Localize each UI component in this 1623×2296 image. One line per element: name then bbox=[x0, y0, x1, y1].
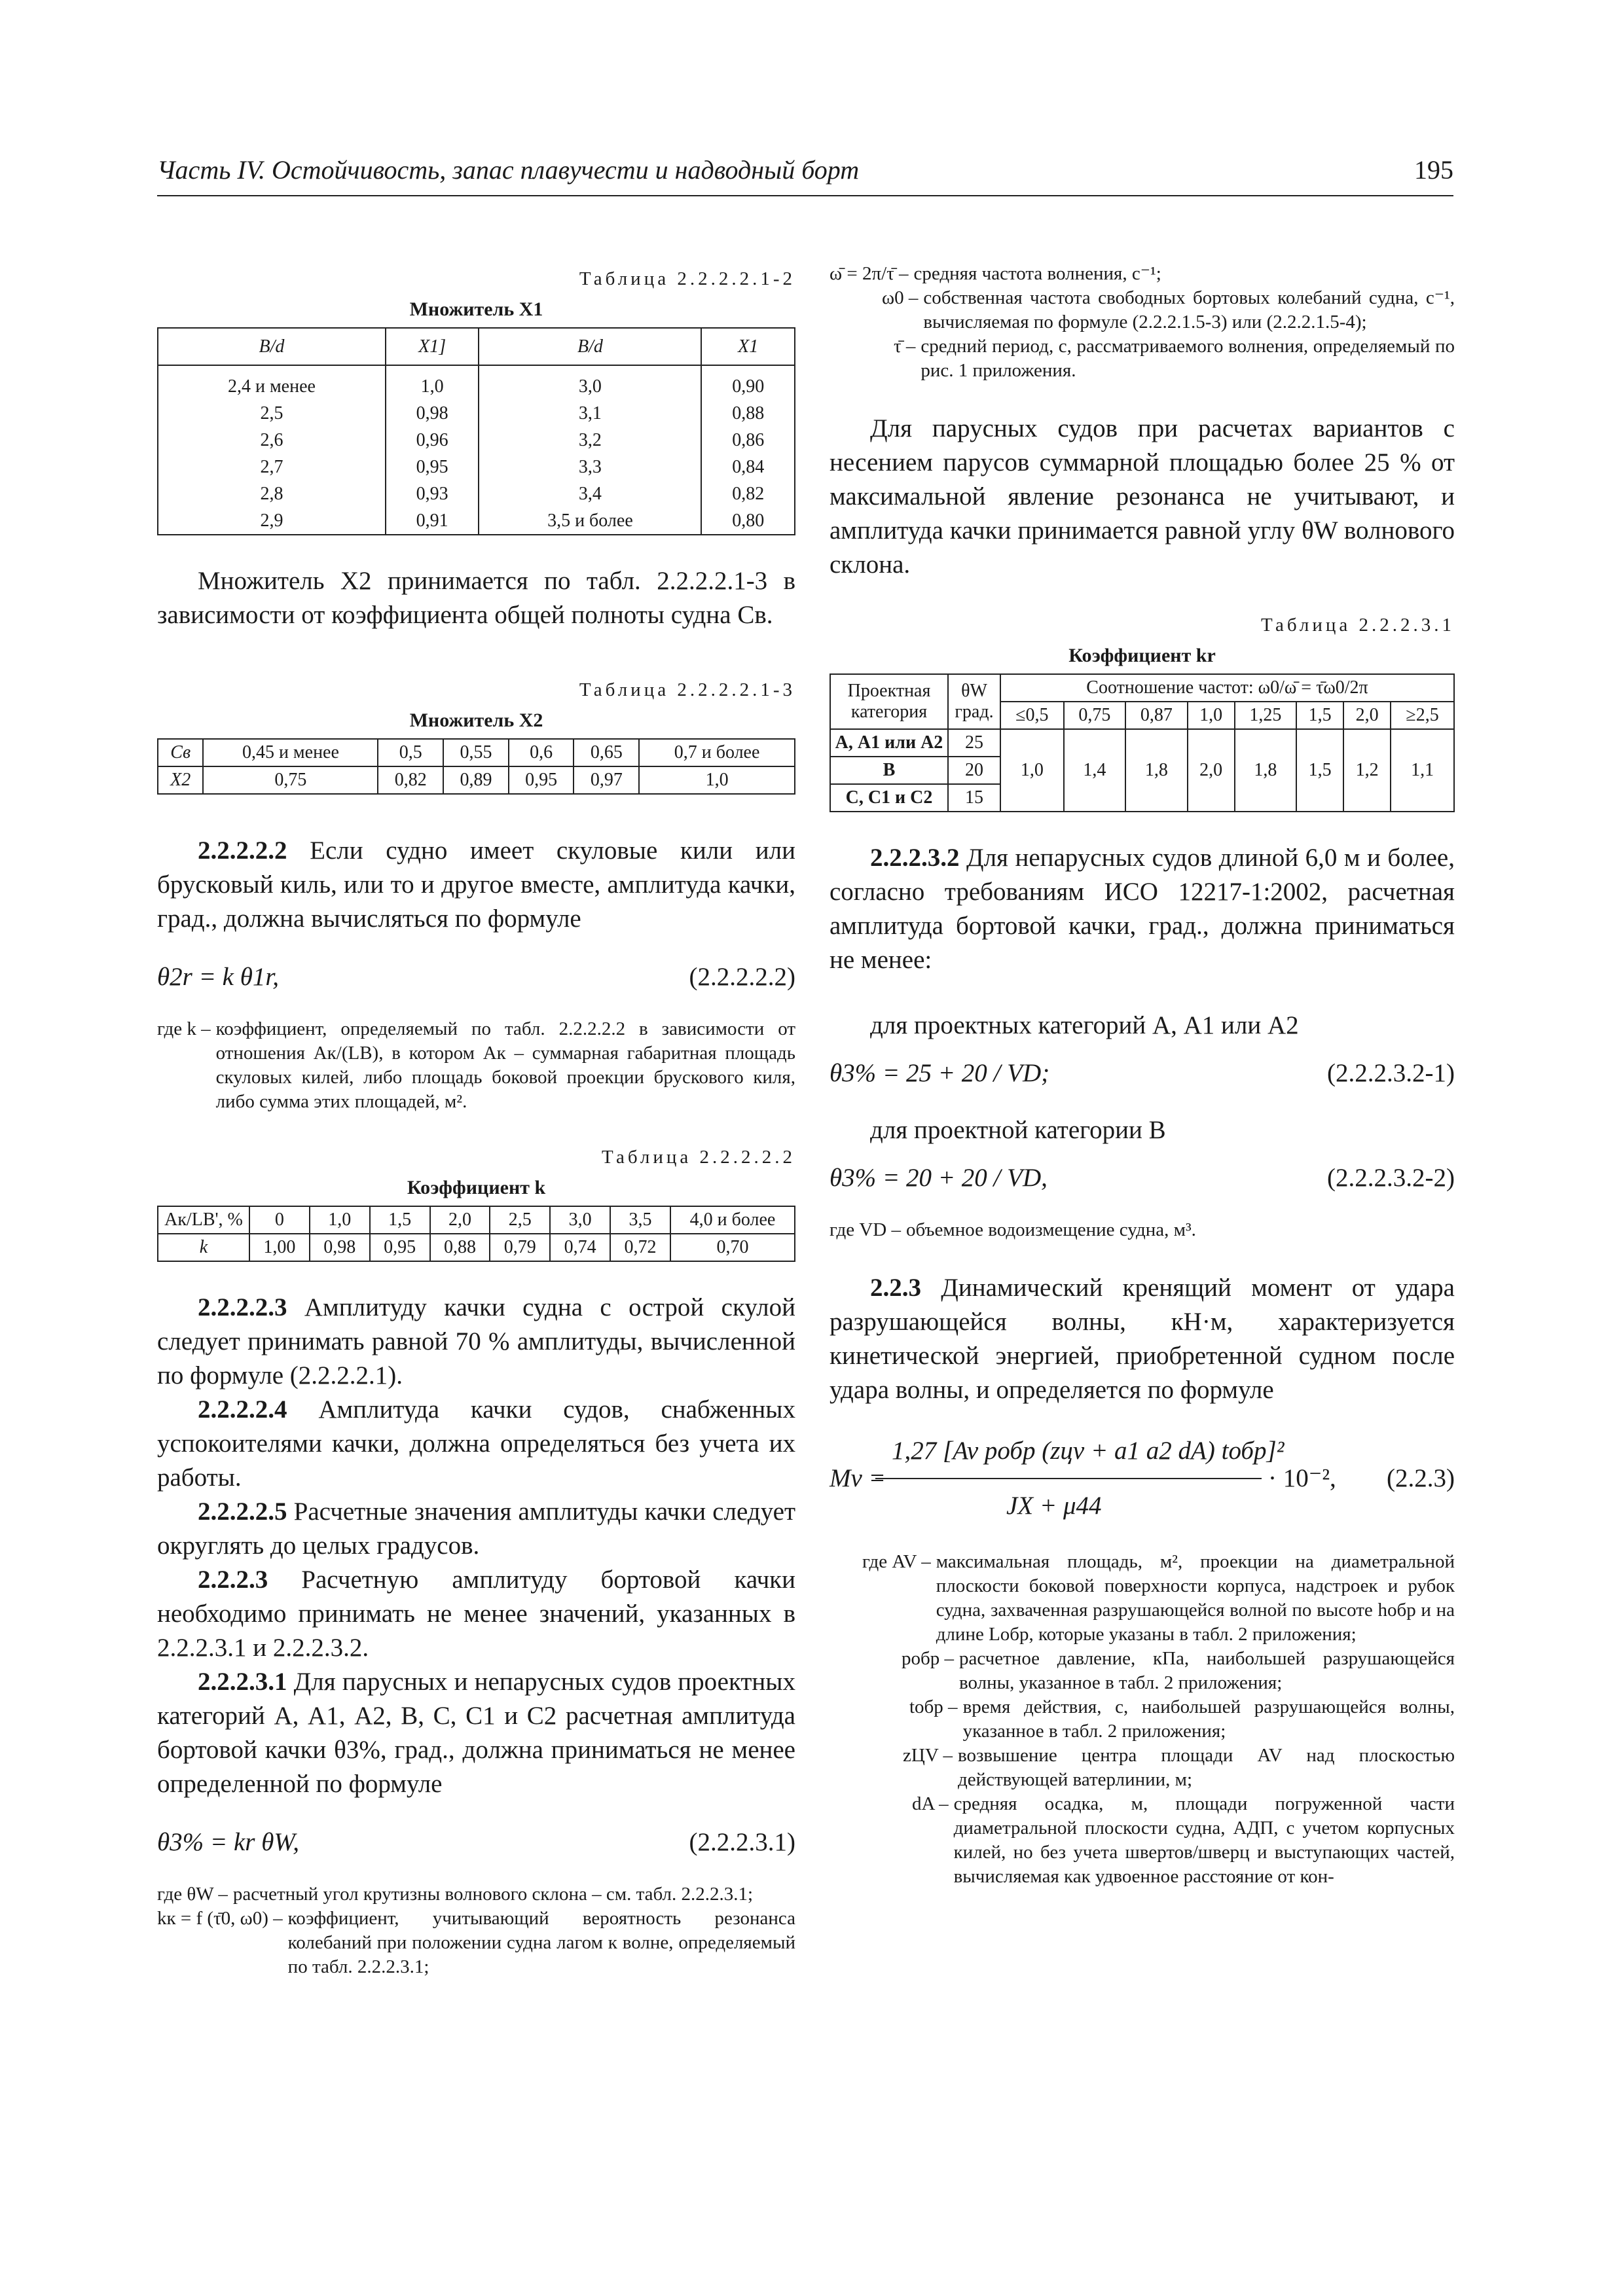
table-cell: 1,0 bbox=[386, 373, 479, 400]
table-cell: 1,4 bbox=[1064, 729, 1125, 812]
table-header: X1] bbox=[386, 328, 479, 365]
legend-text: средний период, с, рассматриваемого волнения, определяемый по рис. 1 приложения. bbox=[921, 336, 1455, 381]
table-cell: 0,75 bbox=[203, 766, 378, 794]
paragraph-text: Если судно имеет скуловые кили или брусковый киль, или то и другое вместе, амплитуда качки, град., должна вычисляться по формуле bbox=[157, 836, 795, 933]
paragraph-2-2-2-3 bbox=[157, 1563, 795, 1665]
table-caption: Таблица 2.2.2.3.1 bbox=[1260, 615, 1455, 636]
table-cell: 2,4 и менее bbox=[158, 373, 386, 400]
legend-symbol: ω0 – bbox=[882, 287, 919, 308]
section-number: 2.2.2.2.4 bbox=[198, 1395, 287, 1424]
table-cell: 0,95 bbox=[509, 766, 574, 794]
table-header: 1,25 bbox=[1235, 702, 1296, 729]
table-cell: 0,95 bbox=[386, 454, 479, 480]
formula-numerator: 1,27 [Av pобр (zцv + a1 a2 dA) tобр]² bbox=[892, 1437, 1285, 1465]
table-cell: 3,5 bbox=[610, 1206, 670, 1234]
paragraph-2-2-2-3-2 bbox=[830, 841, 1455, 977]
page-number: 195 bbox=[1414, 155, 1453, 185]
table-cell: 0,98 bbox=[310, 1234, 370, 1261]
legend-symbol: tобр – bbox=[909, 1696, 958, 1717]
table-cell: 0,6 bbox=[509, 739, 574, 766]
paragraph-text: Амплитуду качки судна с острой скулой следует принимать равной 70 % амплитуды, вычисленной по формуле (2.2.2.2.1). bbox=[157, 1293, 795, 1390]
table-cell: 0,82 bbox=[378, 766, 443, 794]
paragraph-2-2-2-2-3 bbox=[157, 1291, 795, 1393]
formula-legend bbox=[830, 262, 1455, 383]
table-cell: 0,45 и менее bbox=[203, 739, 378, 766]
legend-symbol: где AV – bbox=[862, 1551, 931, 1572]
formula-text: θ2r = k θ1r, bbox=[157, 963, 279, 991]
table-header: B/d bbox=[158, 328, 386, 365]
table-title: Коэффициент kr bbox=[1068, 645, 1216, 666]
formula-2-2-3 bbox=[830, 1423, 1455, 1534]
table-cell: 20 bbox=[948, 757, 1000, 784]
table-cell: 0,90 bbox=[701, 373, 795, 400]
formula-lhs: Mv = bbox=[830, 1464, 886, 1492]
table-cell: 3,0 bbox=[479, 373, 701, 400]
table-caption: Таблица 2.2.2.2.1-3 bbox=[579, 679, 795, 700]
section-number: 2.2.2.3.2 bbox=[870, 844, 960, 872]
legend-text: время действия, с, наибольшей разрушающейся волны, указанное в табл. 2 приложения; bbox=[962, 1696, 1455, 1742]
table-cell: 0,91 bbox=[386, 507, 479, 535]
formula-legend bbox=[830, 1218, 1455, 1242]
left-column bbox=[157, 262, 795, 1979]
formula-text: θ3% = 25 + 20 / VD; bbox=[830, 1059, 1050, 1087]
table-cell: 15 bbox=[948, 784, 1000, 812]
paragraph-text: Для парусных и непарусных судов проектных категорий А, А1, А2, В, С, С1 и С2 расчетная амплитуда бортовой качки θ3%, град., должна приниматься не менее определенной по формуле bbox=[157, 1668, 795, 1798]
legend-symbol: dA – bbox=[912, 1793, 949, 1814]
legend-symbol: где VD – bbox=[830, 1219, 901, 1240]
table-cell: 0,88 bbox=[701, 400, 795, 427]
table-cell: 3,2 bbox=[479, 427, 701, 454]
formula-text: θ3% = 20 + 20 / VD, bbox=[830, 1164, 1048, 1192]
formula-2-2-2-3-1 bbox=[157, 1827, 795, 1867]
legend-text: расчетное давление, кПа, наибольшей разрушающейся волны, указанное в табл. 2 приложения; bbox=[959, 1648, 1455, 1693]
table-cell: 2,5 bbox=[158, 400, 386, 427]
formula-number: (2.2.2.3.1) bbox=[689, 1828, 795, 1856]
table-cell: k bbox=[158, 1234, 249, 1261]
table-header: 1,5 bbox=[1296, 702, 1343, 729]
table-caption: Таблица 2.2.2.2.2 bbox=[601, 1147, 795, 1168]
formula-2-2-2-2-2 bbox=[157, 962, 795, 1001]
legend-text: объемное водоизмещение судна, м³. bbox=[905, 1219, 1196, 1240]
table-title: Коэффициент k bbox=[407, 1177, 546, 1198]
table-header: Соотношение частот: ω0/ω̄ = τ̄ω0/2π bbox=[1000, 674, 1454, 702]
table-header: ≥2,5 bbox=[1391, 702, 1454, 729]
table-cell: 25 bbox=[948, 729, 1000, 757]
legend-symbol: pобр – bbox=[902, 1648, 955, 1669]
table-cell: 4,0 и более bbox=[670, 1206, 795, 1234]
table-cell: 0,97 bbox=[574, 766, 639, 794]
table-header: Проектная категория bbox=[830, 674, 948, 729]
formula-legend bbox=[157, 1882, 795, 1979]
table-cell: 1,00 bbox=[249, 1234, 310, 1261]
paragraph-2-2-2-2-5 bbox=[157, 1495, 795, 1563]
table-header: 0,87 bbox=[1125, 702, 1187, 729]
table-cell: 3,4 bbox=[479, 480, 701, 507]
category-b-line: для проектной категории В bbox=[870, 1116, 1166, 1144]
table-title: Множитель X2 bbox=[409, 709, 543, 731]
table-header: ≤0,5 bbox=[1000, 702, 1064, 729]
table-cell: 1,2 bbox=[1343, 729, 1391, 812]
table-cell: 0 bbox=[249, 1206, 310, 1234]
section-number: 2.2.2.2.2 bbox=[198, 836, 287, 865]
section-number: 2.2.3 bbox=[870, 1274, 921, 1302]
paragraph-x2: Множитель X2 принимается по табл. 2.2.2.2.1-3 в зависимости от коэффициента общей полноты судна Св. bbox=[157, 567, 795, 629]
table-header: 2,0 bbox=[1343, 702, 1391, 729]
formula-number: (2.2.3) bbox=[1387, 1464, 1455, 1492]
table-cell: 0,80 bbox=[701, 507, 795, 535]
table-x1 bbox=[157, 327, 795, 535]
table-cell: 0,79 bbox=[490, 1234, 550, 1261]
table-cell: X2 bbox=[158, 766, 203, 794]
legend-symbol: ω̄ = 2π/τ̄ – bbox=[830, 263, 909, 284]
table-cell: 2,0 bbox=[1188, 729, 1235, 812]
table-caption: Таблица 2.2.2.2.1-2 bbox=[579, 268, 795, 289]
table-cell: 0,82 bbox=[701, 480, 795, 507]
table-cell: С, С1 и С2 bbox=[830, 784, 948, 812]
paragraph-text: Расчетные значения амплитуды качки следует округлять до целых градусов. bbox=[157, 1498, 795, 1560]
paragraph-2-2-2-2-4 bbox=[157, 1393, 795, 1495]
paragraph-2-2-2-2-2 bbox=[157, 834, 795, 936]
table-cell: 0,5 bbox=[378, 739, 443, 766]
table-cell: 2,0 bbox=[430, 1206, 490, 1234]
table-cell: 3,1 bbox=[479, 400, 701, 427]
table-cell: 2,8 bbox=[158, 480, 386, 507]
legend-symbol: τ̄ – bbox=[894, 336, 916, 357]
running-header bbox=[157, 154, 1453, 196]
legend-text: коэффициент, определяемый по табл. 2.2.2.2.2 в зависимости от отношения Aк/(LB), в котором Aк – суммарная габаритная площадь скуловых килей, либо площадь боковой проекции брускового киля, либо сумма этих площадей, м². bbox=[215, 1018, 795, 1112]
table-cell: 0,98 bbox=[386, 400, 479, 427]
right-column bbox=[830, 262, 1455, 1889]
paragraph-text: Для непарусных судов длиной 6,0 м и более, согласно требованиям ИСО 12217-1:2002, расчетная амплитуда бортовой качки, град., должна приниматься не менее: bbox=[830, 844, 1455, 974]
section-number: 2.2.2.3 bbox=[198, 1566, 268, 1594]
table-cell: 1,0 bbox=[639, 766, 795, 794]
legend-symbol: где θW – bbox=[157, 1884, 228, 1905]
paragraph-text: Расчетную амплитуду бортовой качки необходимо принимать не менее значений, указанных в 2.2.2.3.1 и 2.2.2.3.2. bbox=[157, 1566, 795, 1662]
table-cell: 0,55 bbox=[443, 739, 509, 766]
paragraph-sail: Для парусных судов при расчетах вариантов с несением парусов суммарной площадью более 25 % от максимальной явление резонанса не учитывают, и амплитуда качки принимается равной углу θW волнового склона. bbox=[830, 414, 1455, 579]
fraction-bar bbox=[875, 1478, 1262, 1479]
table-cell: 0,84 bbox=[701, 454, 795, 480]
table-cell: 0,93 bbox=[386, 480, 479, 507]
section-number: 2.2.2.2.3 bbox=[198, 1293, 287, 1321]
legend-text: коэффициент, учитывающий вероятность резонанса колебаний при положении судна лагом к волне, определяемый по табл. 2.2.2.3.1; bbox=[287, 1908, 795, 1977]
table-header: B/d bbox=[479, 328, 701, 365]
table-cell: 0,72 bbox=[610, 1234, 670, 1261]
table-cell: 1,8 bbox=[1125, 729, 1187, 812]
table-cell: 2,9 bbox=[158, 507, 386, 535]
table-header: X1 bbox=[701, 328, 795, 365]
formula-text: θ3% = kr θW, bbox=[157, 1828, 300, 1856]
table-cell: Aк/LB', % bbox=[158, 1206, 249, 1234]
table-header: θW град. bbox=[948, 674, 1000, 729]
table-cell: 0,74 bbox=[550, 1234, 610, 1261]
table-cell: 3,3 bbox=[479, 454, 701, 480]
header-title: Часть IV. Остойчивость, запас плавучести и надводный борт bbox=[157, 155, 860, 185]
table-cell: В bbox=[830, 757, 948, 784]
table-header: 1,0 bbox=[1188, 702, 1235, 729]
table-cell: 1,1 bbox=[1391, 729, 1454, 812]
table-cell: 0,70 bbox=[670, 1234, 795, 1261]
paragraph-text: Амплитуда качки судов, снабженных успокоителями качки, должна определяться без учета их работы. bbox=[157, 1395, 795, 1492]
legend-symbol: zЦV – bbox=[903, 1745, 953, 1766]
legend-symbol: где k – bbox=[157, 1018, 211, 1039]
table-k bbox=[157, 1206, 795, 1262]
paragraph-2-2-2-3-1 bbox=[157, 1665, 795, 1801]
table-cell: 0,96 bbox=[386, 427, 479, 454]
formula-denominator: JX + μ44 bbox=[1006, 1492, 1102, 1520]
table-cell: 0,7 и более bbox=[639, 739, 795, 766]
legend-text: возвышение центра площади AV над плоскостью действующей ватерлинии, м; bbox=[957, 1745, 1455, 1790]
table-cell: 0,89 bbox=[443, 766, 509, 794]
section-number: 2.2.2.2.5 bbox=[198, 1498, 287, 1526]
table-x2 bbox=[157, 738, 795, 795]
table-cell: 3,0 bbox=[550, 1206, 610, 1234]
legend-text: средняя частота волнения, с⁻¹; bbox=[913, 263, 1161, 284]
table-cell: 1,0 bbox=[1000, 729, 1064, 812]
table-header: 0,75 bbox=[1064, 702, 1125, 729]
table-cell: 1,0 bbox=[310, 1206, 370, 1234]
table-cell: 3,5 и более bbox=[479, 507, 701, 535]
section-number: 2.2.2.3.1 bbox=[198, 1668, 287, 1696]
table-title: Множитель X1 bbox=[409, 298, 543, 320]
table-cell: 1,8 bbox=[1235, 729, 1296, 812]
formula-2-2-2-3-2-2 bbox=[830, 1163, 1455, 1202]
table-cell: 2,7 bbox=[158, 454, 386, 480]
paragraph-text: Динамический кренящий момент от удара разрушающейся волны, кН·м, характеризуется кинетической энергией, приобретенной судном после удара волны, и определяется по формуле bbox=[830, 1274, 1455, 1404]
table-cell: 2,5 bbox=[490, 1206, 550, 1234]
formula-2-2-2-3-2-1 bbox=[830, 1058, 1455, 1098]
paragraph-2-2-3 bbox=[830, 1271, 1455, 1407]
table-kr bbox=[830, 673, 1455, 812]
table-cell: Св bbox=[158, 739, 203, 766]
formula-number: (2.2.2.2.2) bbox=[689, 963, 795, 991]
legend-text: собственная частота свободных бортовых колебаний судна, с⁻¹, вычисляемая по формуле (2.2.2.1.5-3) или (2.2.2.1.5-4); bbox=[923, 287, 1455, 332]
legend-text: расчетный угол крутизны волнового склона – см. табл. 2.2.2.3.1; bbox=[232, 1884, 754, 1905]
table-cell: 1,5 bbox=[370, 1206, 430, 1234]
table-cell: 0,65 bbox=[574, 739, 639, 766]
table-cell: 2,6 bbox=[158, 427, 386, 454]
formula-multiplier: · 10⁻², bbox=[1268, 1464, 1336, 1492]
table-cell: 0,95 bbox=[370, 1234, 430, 1261]
table-cell: 1,5 bbox=[1296, 729, 1343, 812]
legend-symbol: kк = f (τ̄0, ω0) – bbox=[157, 1908, 283, 1929]
category-a-line: для проектных категорий А, А1 или А2 bbox=[870, 1011, 1299, 1039]
legend-text: максимальная площадь, м², проекции на диаметральной плоскости боковой поверхности корпуса, надстроек и рубок судна, захваченная разрушающейся волной по высоте hобр и на длине Lобр, которые указаны в табл. 2 приложения; bbox=[936, 1551, 1455, 1645]
table-cell: 0,86 bbox=[701, 427, 795, 454]
formula-number: (2.2.2.3.2-2) bbox=[1327, 1164, 1455, 1192]
table-cell: 0,88 bbox=[430, 1234, 490, 1261]
legend-text: средняя осадка, м, площади погруженной части диаметральной плоскости судна, AДП, с учетом корпусных килей, но без учета швертов/шверц и выступающих частей, вычисляемая как удвоенное расстояние от кон- bbox=[953, 1793, 1455, 1887]
formula-legend bbox=[830, 1550, 1455, 1889]
table-cell: А, А1 или А2 bbox=[830, 729, 948, 757]
formula-legend bbox=[157, 1017, 795, 1114]
formula-number: (2.2.2.3.2-1) bbox=[1327, 1059, 1455, 1087]
